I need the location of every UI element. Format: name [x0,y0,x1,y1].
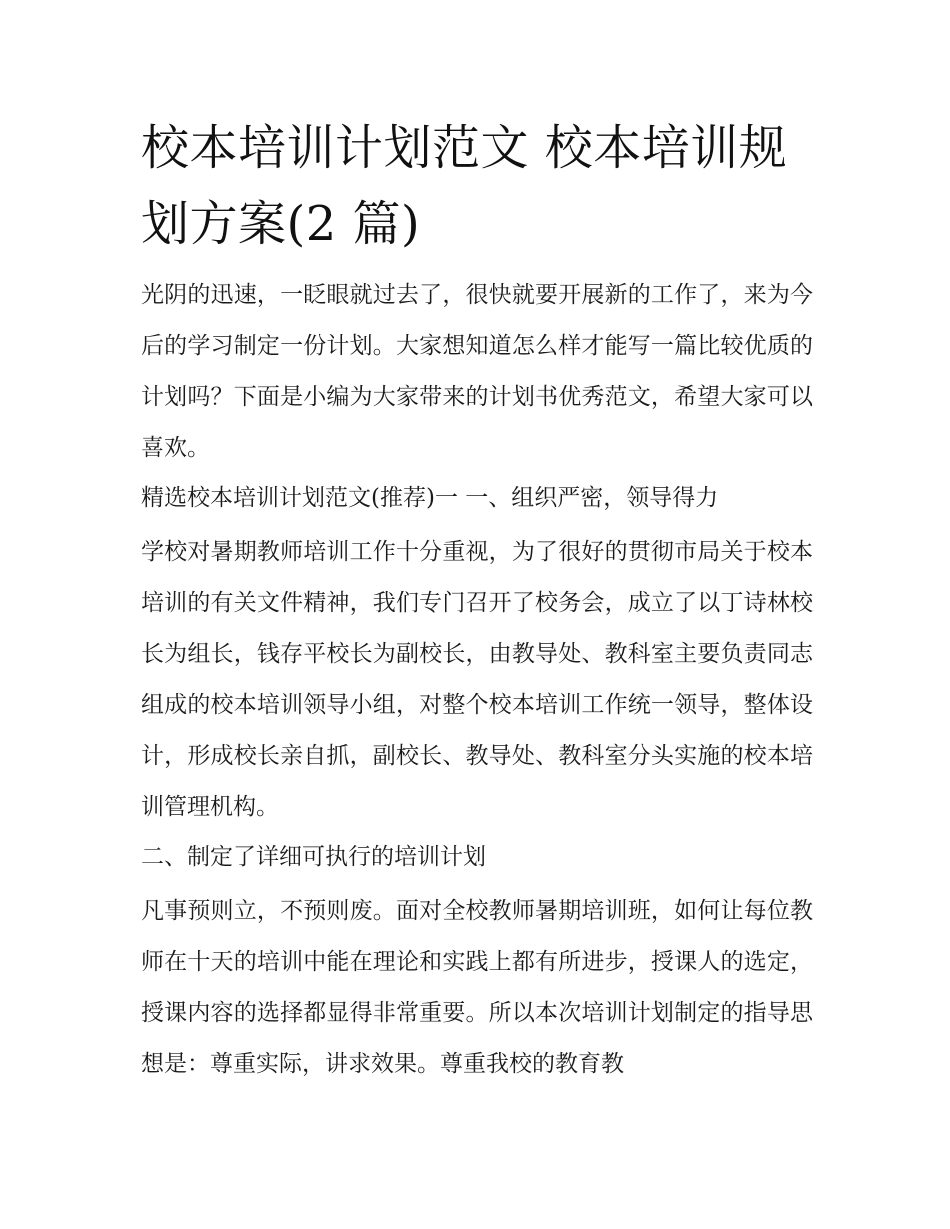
document-content [141,110,813,1092]
body-paragraph-2: 凡事预则立，不预则废。面对全校教师暑期培训班，如何让每位教师在十天的培训中能在理论和实践上都有所进步，授课人的选定，授课内容的选择都显得非常重要。所以本次培训计划制定的指导思想是：尊重实际，讲求效果。尊重我校的教育教 [141,898,813,1077]
intro-paragraph: 光阴的迅速，一眨眼就过去了，很快就要开展新的工作了，来为今后的学习制定一份计划。大家想知道怎么样才能写一篇比较优质的计划吗？下面是小编为大家带来的计划书优秀范文，希望大家可以喜欢。 [141,282,813,461]
document-body [141,270,813,1090]
section-heading-2: 二、制定了详细可执行的培训计划 [141,844,486,870]
section-heading-1: 精选校本培训计划范文(推荐)一 一、组织严密，领导得力 [141,485,719,511]
document-title: 校本培训计划范文 校本培训规划方案(2 篇) [141,120,788,252]
body-paragraph-1: 学校对暑期教师培训工作十分重视，为了很好的贯彻市局关于校本培训的有关文件精神，我们专门召开了校务会，成立了以丁诗林校长为组长，钱存平校长为副校长，由教导处、教科室主要负责同志组成的校本培训领导小组，对整个校本培训工作统一领导，整体设计，形成校长亲自抓，副校长、教导处、教科室分头实施的校本培训管理机构。 [141,539,813,820]
